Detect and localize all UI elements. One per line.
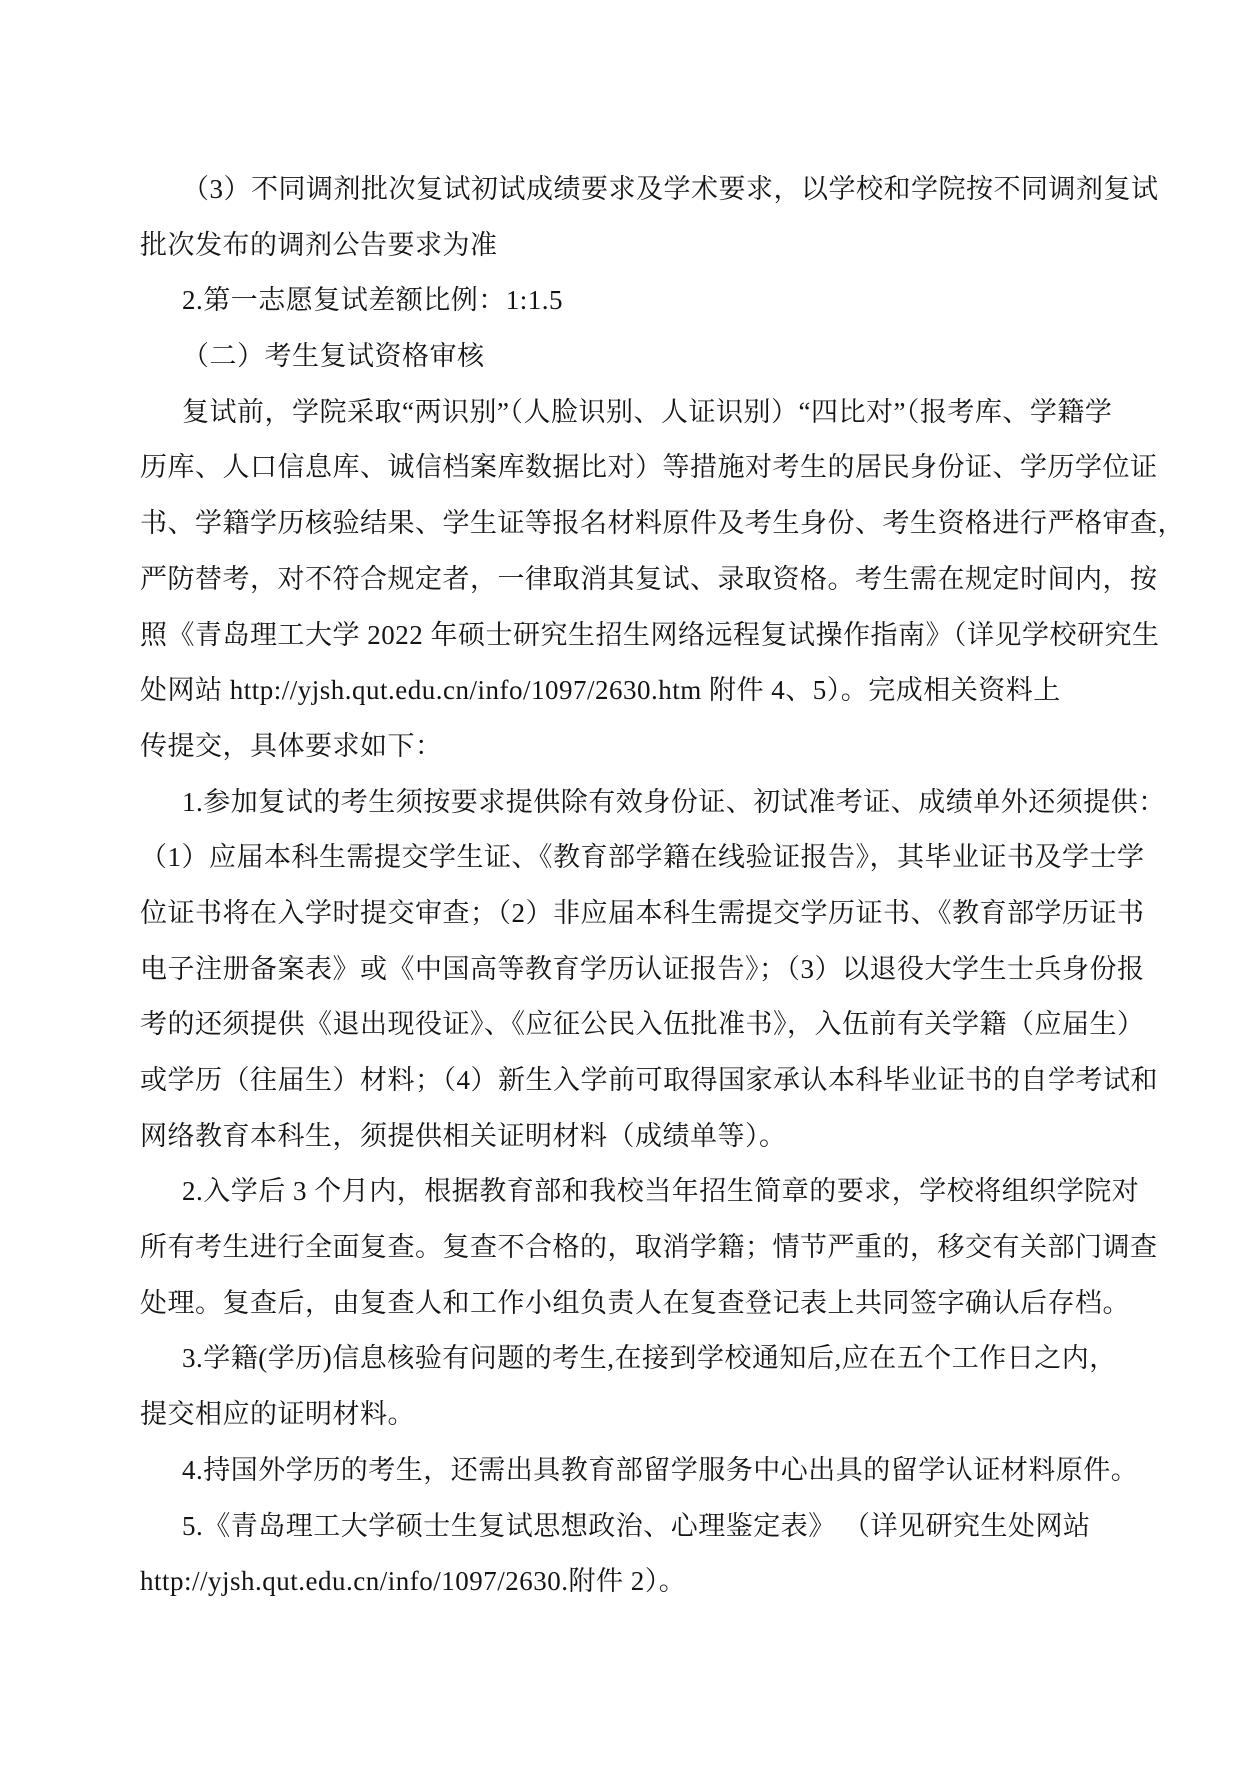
text-line: 提交相应的证明材料。 bbox=[140, 1399, 415, 1430]
text-line: 5.《青岛理工大学硕士生复试思想政治、心理鉴定表》 （详见研究生处网站 bbox=[182, 1510, 1091, 1541]
text-line: （1）应届本科生需提交学生证、《教育部学籍在线验证报告》，其毕业证书及学士学 bbox=[140, 842, 1145, 873]
text-line: 1.参加复试的考生须按要求提供除有效身份证、初试准考证、成绩单外还须提供： bbox=[182, 786, 1166, 817]
text-line: 处理。复查后，由复查人和工作小组负责人在复查登记表上共同签字确认后存档。 bbox=[140, 1287, 1130, 1318]
text-line: 照《青岛理工大学 2022 年硕士研究生招生网络远程复试操作指南》（详见学校研究生 bbox=[140, 619, 1160, 650]
text-line: 考的还须提供《退出现役证》、《应征公民入伍批准书》，入伍前有关学籍（应届生） bbox=[140, 1009, 1145, 1040]
text-line: 所有考生进行全面复查。复查不合格的，取消学籍；情节严重的，移交有关部门调查 bbox=[140, 1232, 1158, 1263]
text-line: 电子注册备案表》或《中国高等教育学历认证报告》；（3）以退役大学生士兵身份报 bbox=[140, 953, 1145, 984]
text-line: http://yjsh.qut.edu.cn/info/1097/2630.附件 2）。 bbox=[140, 1566, 687, 1597]
text-line: 历库、人口信息库、诚信档案库数据比对）等措施对考生的居民身份证、学历学位证 bbox=[140, 452, 1158, 483]
text-line: 复试前，学院采取“两识别”（人脸识别、人证识别）“四比对”（报考库、学籍学 bbox=[182, 396, 1113, 427]
text-line: 批次发布的调剂公告要求为准 bbox=[140, 229, 498, 260]
text-line: 2.入学后 3 个月内，根据教育部和我校当年招生简章的要求，学校将组织学院对 bbox=[182, 1176, 1140, 1207]
text-line: 严防替考，对不符合规定者，一律取消其复试、录取资格。考生需在规定时间内，按 bbox=[140, 563, 1158, 594]
text-line: 传提交，具体要求如下： bbox=[140, 730, 443, 761]
text-line: 网络教育本科生，须提供相关证明材料（成绩单等）。 bbox=[140, 1120, 787, 1151]
text-line: （3）不同调剂批次复试初试成绩要求及学术要求，以学校和学院按不同调剂复试 bbox=[182, 174, 1159, 204]
text-line: 书、学籍学历核验结果、学生证等报名材料原件及考生身份、考生资格进行严格审查， bbox=[140, 508, 1185, 539]
text-line: 4.持国外学历的考生，还需出具教育部留学服务中心出具的留学认证材料原件。 bbox=[182, 1454, 1139, 1485]
document-body bbox=[140, 162, 1185, 1610]
text-line: 或学历（往届生）材料；（4）新生入学前可取得国家承认本科毕业证书的自学考试和 bbox=[140, 1065, 1158, 1095]
text-line: 处网站 http://yjsh.qut.edu.cn/info/1097/2630.htm 附件 4、5）。完成相关资料上 bbox=[140, 675, 1061, 706]
text-line: 2.第一志愿复试差额比例：1:1.5 bbox=[182, 285, 564, 316]
text-line: （二）考生复试资格审核 bbox=[182, 341, 485, 372]
text-line: 位证书将在入学时提交审查；（2）非应届本科生需提交学历证书、《教育部学历证书 bbox=[140, 897, 1145, 928]
text-line: 3.学籍(学历)信息核验有问题的考生,在接到学校通知后,应在五个工作日之内， bbox=[182, 1343, 1117, 1374]
